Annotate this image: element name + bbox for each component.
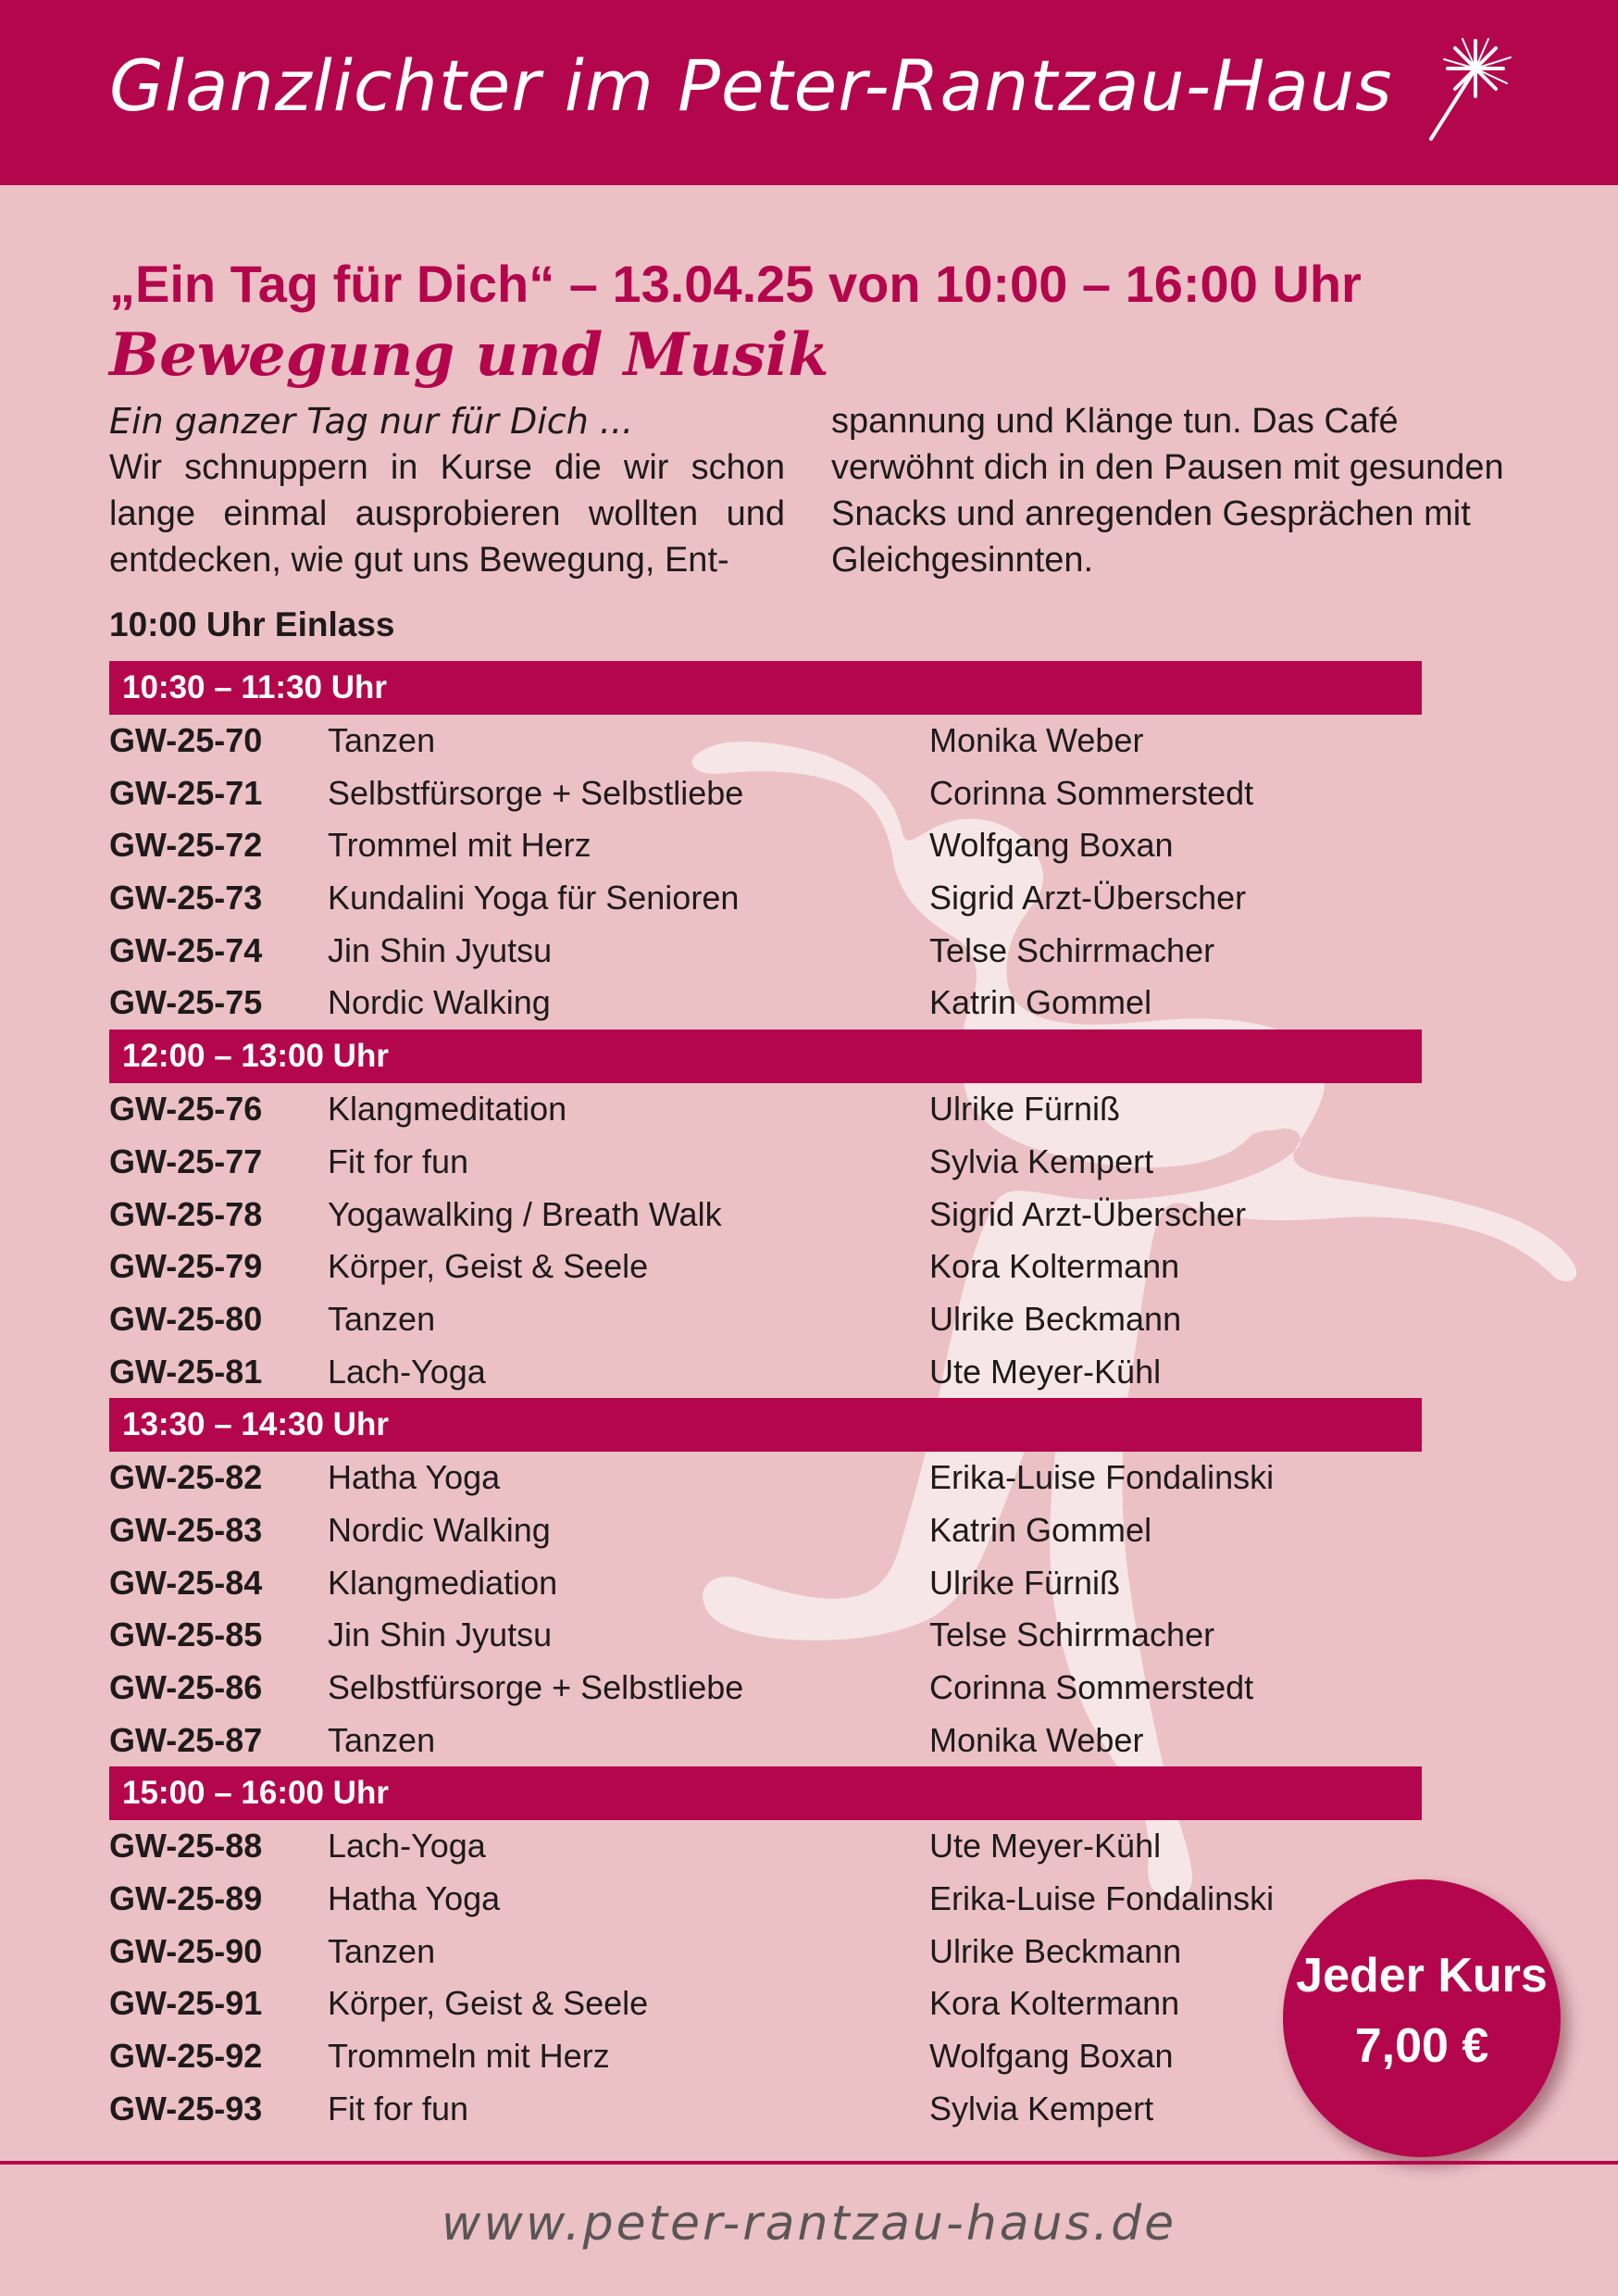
course-instructor: Sigrid Arzt-Überscher [929,879,1247,917]
course-title: Selbstfürsorge + Selbstliebe [328,773,744,812]
course-code: GW-25-70 [109,721,263,759]
price-label: Jeder Kurs [1296,1949,1548,2003]
time-slot-header: 12:00 – 13:00 Uhr [109,1029,1422,1083]
course-instructor: Ulrike Fürniß [929,1563,1121,1602]
course-code: GW-25-75 [109,983,263,1022]
course-title: Tanzen [328,1720,436,1759]
course-code: GW-25-81 [109,1352,263,1391]
course-title: Tanzen [328,721,436,759]
course-code: GW-25-76 [109,1090,263,1129]
course-code: GW-25-83 [109,1510,263,1549]
course-code: GW-25-82 [109,1458,263,1497]
course-row [109,2030,1422,2083]
course-instructor: Katrin Gommel [929,1510,1152,1549]
course-code: GW-25-78 [109,1194,263,1233]
course-row [109,1346,1422,1399]
course-code: GW-25-90 [109,1931,263,1970]
course-instructor: Ulrike Beckmann [929,1931,1182,1970]
course-code: GW-25-91 [109,1984,263,2023]
course-row [109,977,1422,1029]
course-row [109,767,1422,820]
course-title: Jin Shin Jyutsu [328,1616,553,1654]
course-title: Fit for fun [328,1142,469,1180]
course-instructor: Kora Koltermann [929,1247,1180,1286]
course-instructor: Sigrid Arzt-Überscher [929,1194,1247,1233]
course-instructor: Telse Schirrmacher [929,1616,1215,1654]
star-icon [1418,35,1518,144]
course-title: Nordic Walking [328,983,551,1022]
course-instructor: Erika-Luise Fondalinski [929,1458,1275,1497]
course-instructor: Ute Meyer-Kühl [929,1827,1162,1866]
course-instructor: Wolfgang Boxan [929,826,1174,865]
course-schedule [109,661,1422,2136]
course-title: Tanzen [328,1299,436,1338]
course-row [109,872,1422,925]
course-row [109,1926,1422,1978]
course-title: Klangmediation [328,1563,558,1602]
course-title: Körper, Geist & Seele [328,1247,649,1286]
course-code: GW-25-80 [109,1299,263,1338]
time-slot-header: 13:30 – 14:30 Uhr [109,1398,1422,1452]
course-row [109,1293,1422,1346]
course-instructor: Wolfgang Boxan [929,2037,1174,2076]
course-title: Hatha Yoga [328,1458,501,1497]
course-title: Yogawalking / Breath Walk [328,1194,722,1233]
intro-right-column [831,398,1511,583]
course-code: GW-25-89 [109,1879,263,1918]
course-code: GW-25-84 [109,1563,263,1602]
course-row [109,1241,1422,1293]
course-instructor: Ulrike Fürniß [929,1090,1121,1129]
footer-website-link[interactable]: www.peter-rantzau-haus.de [441,2196,1177,2252]
course-row [109,1978,1422,2030]
course-code: GW-25-85 [109,1616,263,1654]
course-row [109,1873,1422,1926]
event-title: „Ein Tag für Dich“ – 13.04.25 von 10:00 – 16:00 Uhr [109,255,1362,313]
course-instructor: Ute Meyer-Kühl [929,1352,1162,1391]
intro-left-column [109,398,785,583]
course-row [109,2083,1422,2136]
course-code: GW-25-88 [109,1827,263,1866]
course-code: GW-25-87 [109,1720,263,1759]
course-title: Selbstfürsorge + Selbstliebe [328,1668,744,1706]
course-instructor: Corinna Sommerstedt [929,773,1254,812]
course-row [109,1083,1422,1136]
course-title: Tanzen [328,1931,436,1970]
course-row [109,1715,1422,1767]
course-title: Nordic Walking [328,1510,551,1549]
course-title: Körper, Geist & Seele [328,1984,649,2023]
course-code: GW-25-77 [109,1142,263,1180]
course-instructor: Corinna Sommerstedt [929,1668,1254,1706]
intro-lead: Ein ganzer Tag nur für Dich ... [109,401,634,442]
admission-time: 10:00 Uhr Einlass [109,605,395,643]
course-title: Kundalini Yoga für Senioren [328,879,740,917]
course-title: Trommel mit Herz [328,826,591,865]
course-title: Klangmeditation [328,1090,567,1129]
price-value: 7,00 € [1354,2019,1489,2073]
course-instructor: Monika Weber [929,1720,1144,1759]
course-row [109,1504,1422,1557]
course-code: GW-25-72 [109,826,263,865]
course-row [109,1609,1422,1662]
course-row [109,925,1422,978]
course-title: Lach-Yoga [328,1827,486,1866]
event-subtitle: Bewegung und Musik [109,320,829,390]
course-code: GW-25-93 [109,2089,263,2128]
course-instructor: Telse Schirrmacher [929,930,1215,969]
course-row [109,819,1422,872]
course-code: GW-25-71 [109,773,263,812]
course-title: Jin Shin Jyutsu [328,930,553,969]
course-code: GW-25-73 [109,879,263,917]
course-instructor: Sylvia Kempert [929,2089,1154,2128]
course-row [109,1189,1422,1242]
header-banner [0,0,1618,185]
header-title: Glanzlichter im Peter-Rantzau-Haus [109,44,1393,127]
course-title: Lach-Yoga [328,1352,486,1391]
course-row [109,1662,1422,1715]
course-instructor: Erika-Luise Fondalinski [929,1879,1275,1918]
course-row [109,715,1422,767]
course-instructor: Monika Weber [929,721,1144,759]
price-badge [1283,1879,1561,2157]
course-instructor: Ulrike Beckmann [929,1299,1182,1338]
course-code: GW-25-79 [109,1247,263,1286]
course-instructor: Kora Koltermann [929,1984,1180,2023]
course-code: GW-25-74 [109,930,263,969]
course-row [109,1136,1422,1189]
course-title: Trommeln mit Herz [328,2037,610,2076]
course-code: GW-25-86 [109,1668,263,1706]
course-title: Fit for fun [328,2089,469,2128]
course-instructor: Sylvia Kempert [929,1142,1154,1180]
course-row [109,1820,1422,1873]
course-title: Hatha Yoga [328,1879,501,1918]
course-instructor: Katrin Gommel [929,983,1152,1022]
course-row [109,1557,1422,1610]
intro-right-text: spannung und Klänge tun. Das Café verwöhnt dich in den Pausen mit gesunden Snacks und anregenden Gesprächen mit Gleichgesinnten. [831,402,1504,580]
time-slot-header: 10:30 – 11:30 Uhr [109,661,1422,715]
course-row [109,1452,1422,1504]
footer-divider [0,2161,1618,2165]
course-code: GW-25-92 [109,2037,263,2076]
intro-left-text: Wir schnuppern in Kurse die wir schon lange einmal ausprobieren wollten und entdecken, wie gut uns Bewegung, Ent- [109,448,785,580]
time-slot-header: 15:00 – 16:00 Uhr [109,1766,1422,1820]
